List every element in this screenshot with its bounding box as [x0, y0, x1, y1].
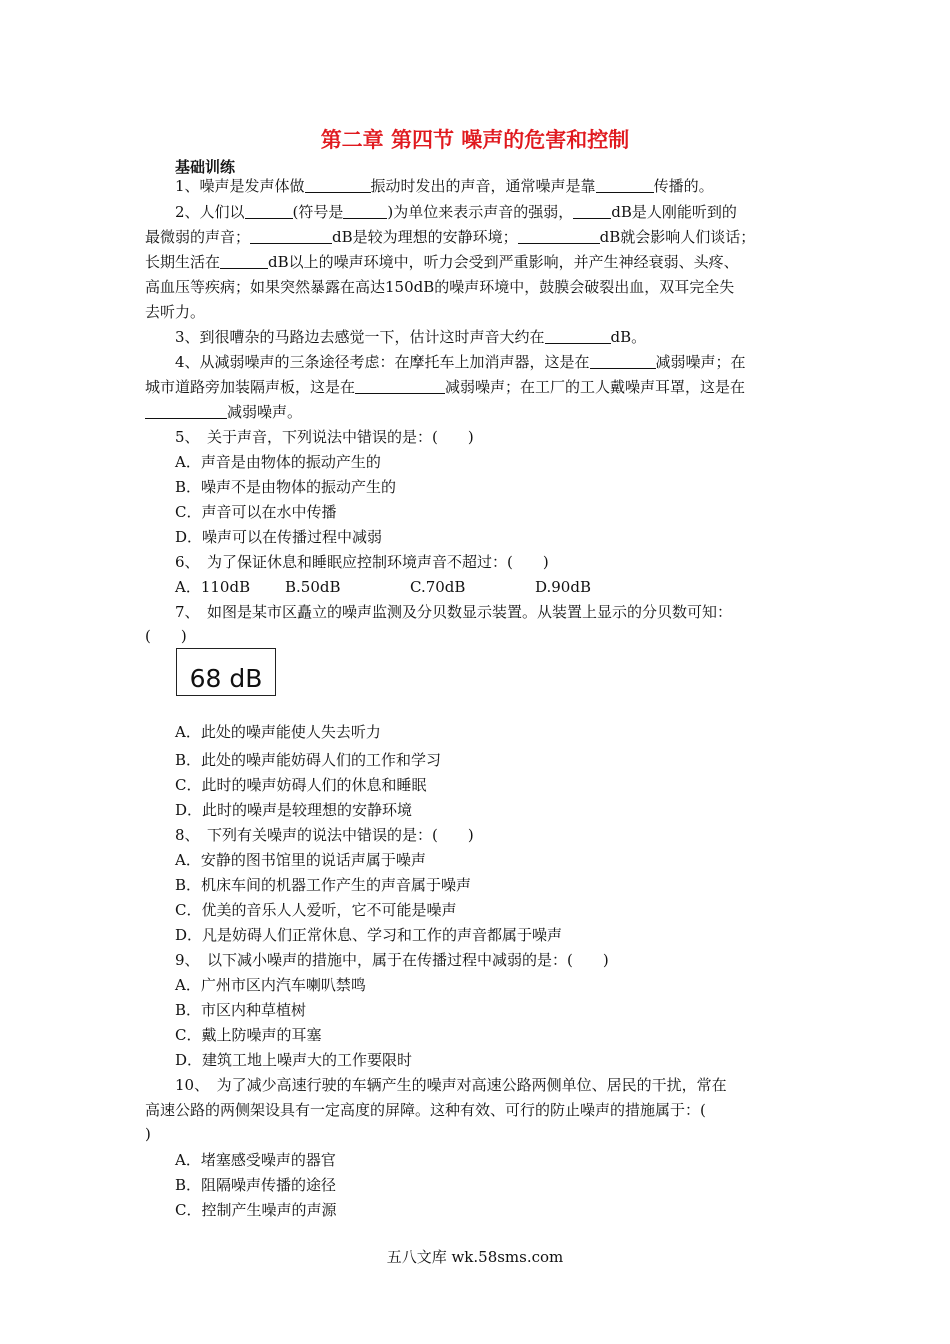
option-a[interactable]: A．此处的噪声能使人失去听力	[175, 723, 381, 741]
question-4-line-3: 减弱噪声。	[145, 402, 810, 422]
question-1: 1、噪声是发声体做 振动时发出的声音，通常噪声是靠 传播的。	[175, 177, 714, 195]
option-a[interactable]: A．堵塞感受噪声的器官	[175, 1151, 336, 1169]
answer-blank[interactable]	[250, 228, 332, 244]
question-9-stem: 9、 以下减小噪声的措施中，属于在传播过程中减弱的是：( )	[175, 951, 609, 969]
question-2-line-5: 去听力。	[145, 303, 206, 321]
answer-blank[interactable]	[145, 403, 227, 419]
question-10-line-2: 高速公路的两侧架设具有一定高度的屏障。这种有效、可行的防止噪声的措施属于：(	[145, 1101, 706, 1119]
question-7-stem: 7、 如图是某市区矗立的噪声监测及分贝数显示装置。从装置上显示的分贝数可知：	[175, 603, 733, 621]
answer-blank[interactable]	[343, 203, 387, 219]
option-c[interactable]: C.70dB	[410, 578, 466, 596]
question-10-line-3: )	[145, 1125, 151, 1143]
option-a[interactable]: A．声音是由物体的振动产生的	[175, 453, 381, 471]
option-a[interactable]: A．110dB	[175, 578, 251, 596]
option-c[interactable]: C．声音可以在水中传播	[175, 503, 337, 521]
option-c[interactable]: C．优美的音乐人人爱听，它不可能是噪声	[175, 901, 457, 919]
question-2-line-1: 2、人们以 (符号是 )为单位来表示声音的强弱， dB是人刚能听到的	[175, 203, 737, 221]
answer-blank[interactable]	[245, 203, 293, 219]
option-a[interactable]: A．广州市区内汽车喇叭禁鸣	[175, 976, 366, 994]
question-4-line-1: 4、从减弱噪声的三条途径考虑：在摩托车上加消声器，这是在 减弱噪声；在	[175, 353, 746, 371]
answer-blank[interactable]	[355, 378, 445, 394]
option-a[interactable]: A．安静的图书馆里的说话声属于噪声	[175, 851, 426, 869]
option-b[interactable]: B．噪声不是由物体的振动产生的	[175, 478, 397, 496]
question-2-line-3: 长期生活在 dB以上的噪声环境中，听力会受到严重影响，并产生神经衰弱、头疼、	[145, 253, 739, 271]
option-d[interactable]: D．噪声可以在传播过程中减弱	[175, 528, 383, 546]
page-footer: 五八文库 wk.58sms.com	[386, 1248, 564, 1266]
question-2-line-2: 最微弱的声音； dB是较为理想的安静环境； dB就会影响人们谈话；	[145, 228, 756, 246]
section-heading: 基础训练	[175, 158, 236, 176]
option-c[interactable]: C．此时的噪声妨碍人们的休息和睡眠	[175, 776, 427, 794]
option-d[interactable]: D．建筑工地上噪声大的工作要限时	[175, 1051, 413, 1069]
question-4-line-2: 城市道路旁加装隔声板，这是在 减弱噪声；在工厂的工人戴噪声耳罩，这是在	[145, 378, 746, 396]
page-title: 第二章 第四节 噪声的危害和控制	[320, 128, 630, 152]
option-d[interactable]: D．此时的噪声是较理想的安静环境	[175, 801, 413, 819]
option-d[interactable]: D．凡是妨碍人们正常休息、学习和工作的声音都属于噪声	[175, 926, 563, 944]
answer-blank[interactable]	[545, 328, 611, 344]
question-8-stem: 8、 下列有关噪声的说法中错误的是：( )	[175, 826, 474, 844]
answer-blank[interactable]	[220, 253, 268, 269]
question-10-line-1: 10、 为了减少高速行驶的车辆产生的噪声对高速公路两侧单位、居民的干扰，常在	[175, 1076, 727, 1094]
option-b[interactable]: B．机床车间的机器工作产生的声音属于噪声	[175, 876, 472, 894]
answer-blank[interactable]	[573, 203, 611, 219]
option-d[interactable]: D.90dB	[535, 578, 591, 596]
question-7-paren: ( )	[145, 627, 187, 645]
option-c[interactable]: C．戴上防噪声的耳塞	[175, 1026, 322, 1044]
question-5-stem: 5、 关于声音，下列说法中错误的是：( )	[175, 428, 474, 446]
question-2-line-4: 高血压等疾病；如果突然暴露在高达150dB的噪声环境中，鼓膜会破裂出血，双耳完全失	[145, 278, 735, 296]
answer-blank[interactable]	[305, 177, 371, 193]
option-b[interactable]: B．阻隔噪声传播的途径	[175, 1176, 337, 1194]
answer-blank[interactable]	[518, 228, 600, 244]
question-6-stem: 6、 为了保证休息和睡眠应控制环境声音不超过：( )	[175, 553, 549, 571]
option-b[interactable]: B．市区内种草植树	[175, 1001, 307, 1019]
option-c[interactable]: C．控制产生噪声的声源	[175, 1201, 337, 1219]
answer-blank[interactable]	[590, 353, 656, 369]
decibel-display: 68 dB	[176, 648, 276, 696]
question-3: 3、到很嘈杂的马路边去感觉一下，估计这时声音大约在 dB。	[175, 328, 647, 346]
option-b[interactable]: B.50dB	[285, 578, 341, 596]
answer-blank[interactable]	[596, 177, 654, 193]
option-b[interactable]: B．此处的噪声能妨碍人们的工作和学习	[175, 751, 442, 769]
question-6-options	[175, 577, 810, 597]
